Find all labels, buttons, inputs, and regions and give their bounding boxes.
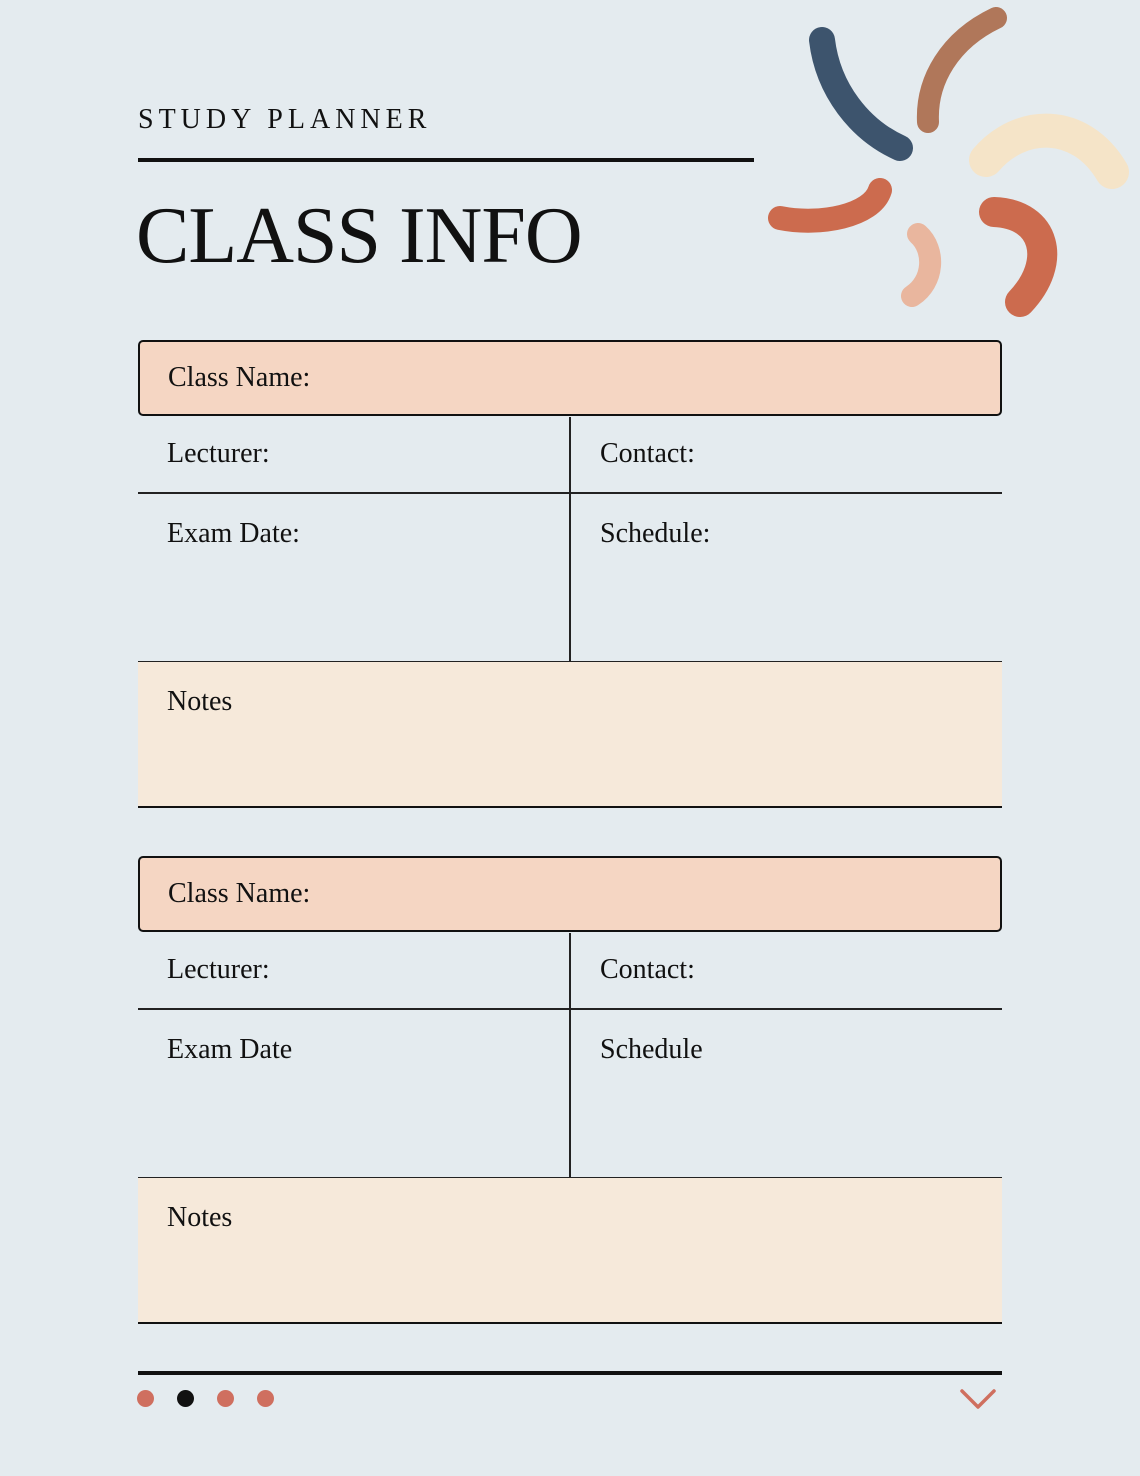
exam-date-label: Exam Date [167,1034,293,1065]
class-name-field[interactable] [138,340,1002,416]
page-dot[interactable] [257,1390,274,1407]
lecturer-label: Lecturer: [167,954,270,985]
navy-stroke [822,40,900,148]
page-dot[interactable] [137,1390,154,1407]
cream-stroke [986,131,1112,172]
peach-stroke [912,234,930,296]
contact-label: Contact: [600,438,695,469]
class-card-2 [138,856,1002,1326]
rust-stroke-left [780,190,880,221]
class-name-field[interactable] [138,856,1002,932]
notes-label: Notes [167,686,233,717]
row-divider [138,1008,1002,1010]
page-title: CLASS INFO [136,192,582,280]
schedule-label: Schedule: [600,518,711,549]
page-dot[interactable] [217,1390,234,1407]
class-name-label: Class Name: [168,878,311,909]
brown-stroke [928,18,996,122]
decorative-brush-strokes [760,0,1140,330]
class-card-1 [138,340,1002,810]
exam-date-label: Exam Date: [167,518,300,549]
column-divider [569,933,571,1178]
notes-field[interactable] [138,662,1002,808]
column-divider [569,417,571,662]
contact-label: Contact: [600,954,695,985]
planner-subtitle: STUDY PLANNER [138,104,432,135]
rust-stroke-right [994,212,1042,302]
title-divider [138,158,754,162]
row-divider [138,492,1002,494]
page-dot-active[interactable] [177,1390,194,1407]
chevron-down-icon[interactable] [958,1385,998,1413]
schedule-label: Schedule [600,1034,703,1065]
notes-field[interactable] [138,1178,1002,1324]
class-name-label: Class Name: [168,362,311,393]
lecturer-label: Lecturer: [167,438,270,469]
footer-divider [138,1371,1002,1375]
notes-label: Notes [167,1202,233,1233]
